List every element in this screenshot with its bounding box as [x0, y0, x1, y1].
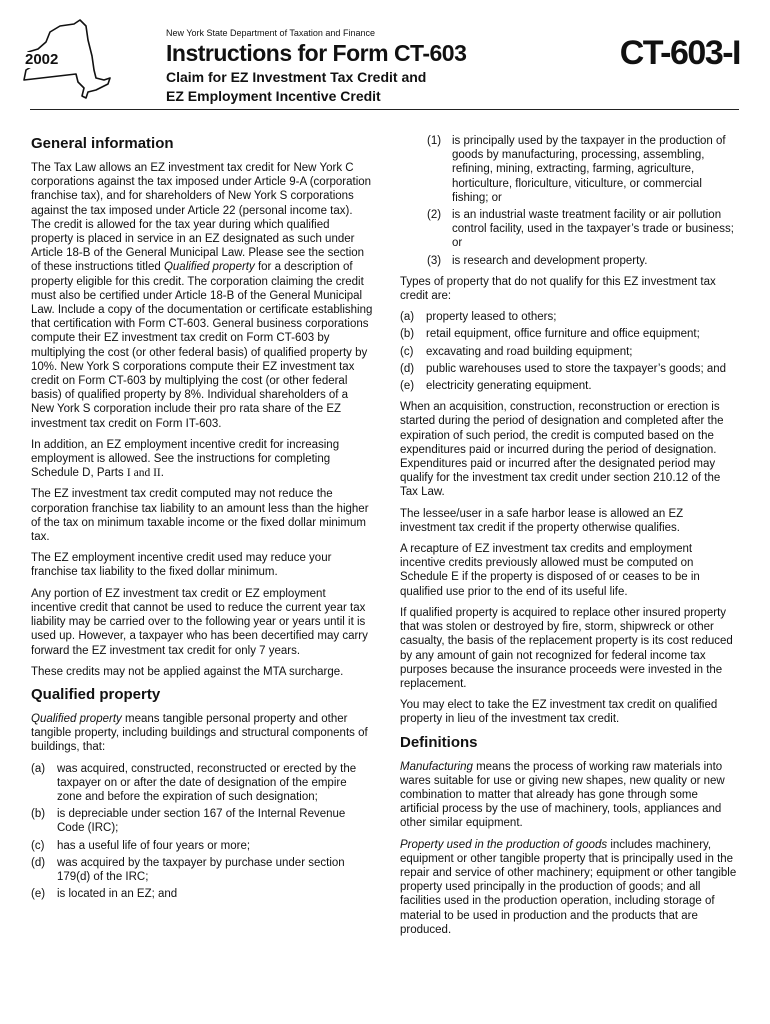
list-item [400, 379, 740, 393]
general-paragraph-1 [31, 161, 374, 431]
item-marker: (e) [400, 380, 415, 393]
general-paragraph-3: The EZ investment tax credit computed may not reduce the corporation franchise tax liability to an amount less than the higher of the tax on minimum taxable income or the fixed dollar minimum tax. [31, 488, 369, 544]
department-name: New York State Department of Taxation and Finance [166, 28, 375, 38]
qualified-property-reference: Qualified property [163, 261, 255, 274]
item-text: has a useful life of four years or more; [57, 839, 251, 852]
list-item [400, 208, 740, 251]
list-item [400, 310, 740, 324]
item-text: excavating and road building equipment; [426, 345, 633, 358]
manufacturing-definition [400, 760, 740, 831]
qualified-property-term: Qualified property [31, 712, 122, 725]
item-text: is depreciable under section 167 of the Internal Revenue Code (IRC); [57, 808, 346, 835]
item-marker: (d) [400, 362, 415, 375]
general-information-heading: General information [31, 135, 174, 152]
item-text: was acquired by the taxpayer by purchase under section 179(d) of the IRC; [57, 856, 345, 883]
list-item [400, 362, 740, 376]
manufacturing-term: Manufacturing [400, 760, 473, 773]
general-p1-tail: for a description of property eligible for this credit. The corporation claiming the credit must also be certified under Article 18-B of the General Municipal Law. Include a copy of the documentation or certificate establishing that certification with Form CT-603. General business corporations compute their EZ investment tax credit on Form CT-603 by multiplying the cost (or other federal basis) of qualified property by 10%. New York S corporations compute their EZ investment tax credit on Form CT-603 by multiplying the cost (or other federal basis) of qualified property by 8%. Individual shareholders of a New York S corporation include their pro rata share of the EZ investment tax credit on Form IT-603. [31, 261, 373, 430]
general-paragraph-4: The EZ employment incentive credit used may reduce your franchise tax liability to the fixed dollar minimum. [31, 552, 332, 579]
form-subtitle [166, 68, 426, 106]
item-text: is principally used by the taxpayer in the production of goods by manufacturing, processing, assembling, refining, mining, extracting, farming, agriculture, horticulture, floriculture, viticulture, or commercial fishing; or [452, 135, 726, 204]
list-item [400, 345, 740, 359]
item-marker: (c) [31, 839, 45, 852]
list-item [400, 327, 740, 341]
qualified-property-heading: Qualified property [31, 685, 161, 703]
list-item [31, 887, 374, 901]
production-property-term: Property used in the production of goods [400, 838, 608, 851]
recapture-paragraph: A recapture of EZ investment tax credits and employment incentive credits previously allowed must be computed on Schedule E if the property is disposed of or ceases to be in qualified use prior to the end of its useful life. [400, 543, 700, 598]
subtitle-line-2: EZ Employment Incentive Credit [166, 88, 381, 104]
item-text: is research and development property. [452, 254, 648, 267]
item-text: public warehouses used to store the taxpayer’s goods; and [426, 362, 727, 375]
general-paragraph-2 [31, 438, 374, 481]
item-text: is located in an EZ; and [57, 888, 178, 901]
qualified-intro-text: means tangible personal property and other tangible property, including buildings and structural components of buildings, that: [31, 712, 368, 754]
item-text: electricity generating equipment. [426, 380, 592, 393]
lessee-paragraph: The lessee/user in a safe harbor lease is allowed an EZ investment tax credit if the property otherwise qualifies. [400, 507, 684, 534]
list-item [400, 254, 740, 268]
item-marker: (e) [31, 888, 46, 901]
list-item [31, 807, 374, 835]
right-column [400, 134, 740, 944]
election-paragraph: You may elect to take the EZ investment tax credit on qualified property in lieu of the investment tax credit. [400, 699, 718, 726]
non-qualifying-list [400, 310, 740, 393]
item-text: property leased to others; [426, 311, 557, 324]
item-marker: (d) [31, 856, 46, 869]
item-marker: (b) [400, 328, 415, 341]
list-item [31, 762, 374, 805]
general-paragraph-5: Any portion of EZ investment tax credit or EZ employment incentive credit that cannot be used to reduce the current year tax liability may be carried over to the following year or years until it is used up. However, a taxpayer who has been decertified may carry forward the EZ investment tax credit for only 7 years. [31, 587, 368, 657]
item-text: was acquired, constructed, reconstructed or erected by the taxpayer on or after the date of designation of the empire zone and before the expiration of such designation; [57, 762, 357, 803]
qualified-property-intro [31, 712, 374, 755]
acquisition-paragraph: When an acquisition, construction, reconstruction or erection is started during the period of designation and completed after the expiration of such period, the credit is computed based on the expenditures paid or incurred during the period of designation. Expenditures paid or incurred after the designated period may qualify for the investment tax credit under section 210.12 of the Tax Law. [400, 401, 724, 499]
general-paragraph-6: These credits may not be applied against the MTA surcharge. [31, 665, 344, 678]
qualified-property-list [31, 762, 374, 902]
item-marker: (2) [427, 209, 442, 222]
general-p1-text: The Tax Law allows an EZ investment tax credit for New York C corporations against the tax imposed under Article 9-A (corporation franchise tax), and for shareholders of New York S corporations against the tax imposed under Article 22 (personal income tax). The credit is allowed for the tax year during which qualified property is placed in service in an EZ designated as such under Article 18-B of the General Municipal Law. Please see the section of these instructions titled [31, 162, 372, 274]
item-text: retail equipment, office furniture and office equipment; [426, 328, 700, 341]
list-item [400, 134, 740, 205]
item-marker: (b) [31, 808, 46, 821]
item-marker: (3) [427, 254, 442, 267]
qualified-use-list [400, 134, 740, 268]
left-column [31, 128, 374, 908]
list-item [31, 839, 374, 853]
item-marker: (c) [400, 345, 414, 358]
subtitle-line-1: Claim for EZ Investment Tax Credit and [166, 69, 427, 85]
header-divider [30, 109, 739, 110]
item-text: is an industrial waste treatment facility or air pollution control facility, used in the taxpayer’s trade or business; or [452, 209, 734, 250]
replacement-paragraph: If qualified property is acquired to replace other insured property that was stolen or destroyed by fire, storm, shipwreck or other casualty, the basis of the replacement property is its cost reduced by any amount of gain not recognized for federal income tax purposes because the insurance proceeds were invested in the replacement. [400, 606, 733, 690]
production-property-definition [400, 838, 740, 937]
non-qualifying-intro: Types of property that do not qualify for this EZ investment tax credit are: [400, 275, 716, 303]
tax-year: 2002 [25, 51, 59, 68]
schedule-parts: I and II [126, 467, 161, 480]
form-number: CT-603-I [619, 34, 740, 72]
item-marker: (a) [400, 311, 415, 324]
item-marker: (1) [427, 135, 442, 147]
list-item [31, 856, 374, 884]
definitions-heading: Definitions [400, 733, 478, 751]
page-title: Instructions for Form CT-603 [166, 40, 467, 66]
page-header [0, 0, 770, 112]
manufacturing-text: means the process of working raw materials into wares suitable for use or giving new shapes, new quality or new combination to matter that already has gone through some artificial process by the use of machinery, tools, appliances and other similar equipment. [400, 760, 725, 830]
general-p2-text: In addition, an EZ employment incentive credit for increasing employment is allowed. See the instructions for completing Schedule D, Parts [31, 438, 340, 480]
item-marker: (a) [31, 762, 46, 775]
general-p2-end: . [160, 467, 164, 480]
production-property-text: includes machinery, equipment or other tangible property that is principally used in the repair and service of other machinery; equipment or other tangible property used principally in the production of goods; and all facilities used in the production operation, including storage of material to be used in production and the products that are produced. [400, 838, 737, 936]
